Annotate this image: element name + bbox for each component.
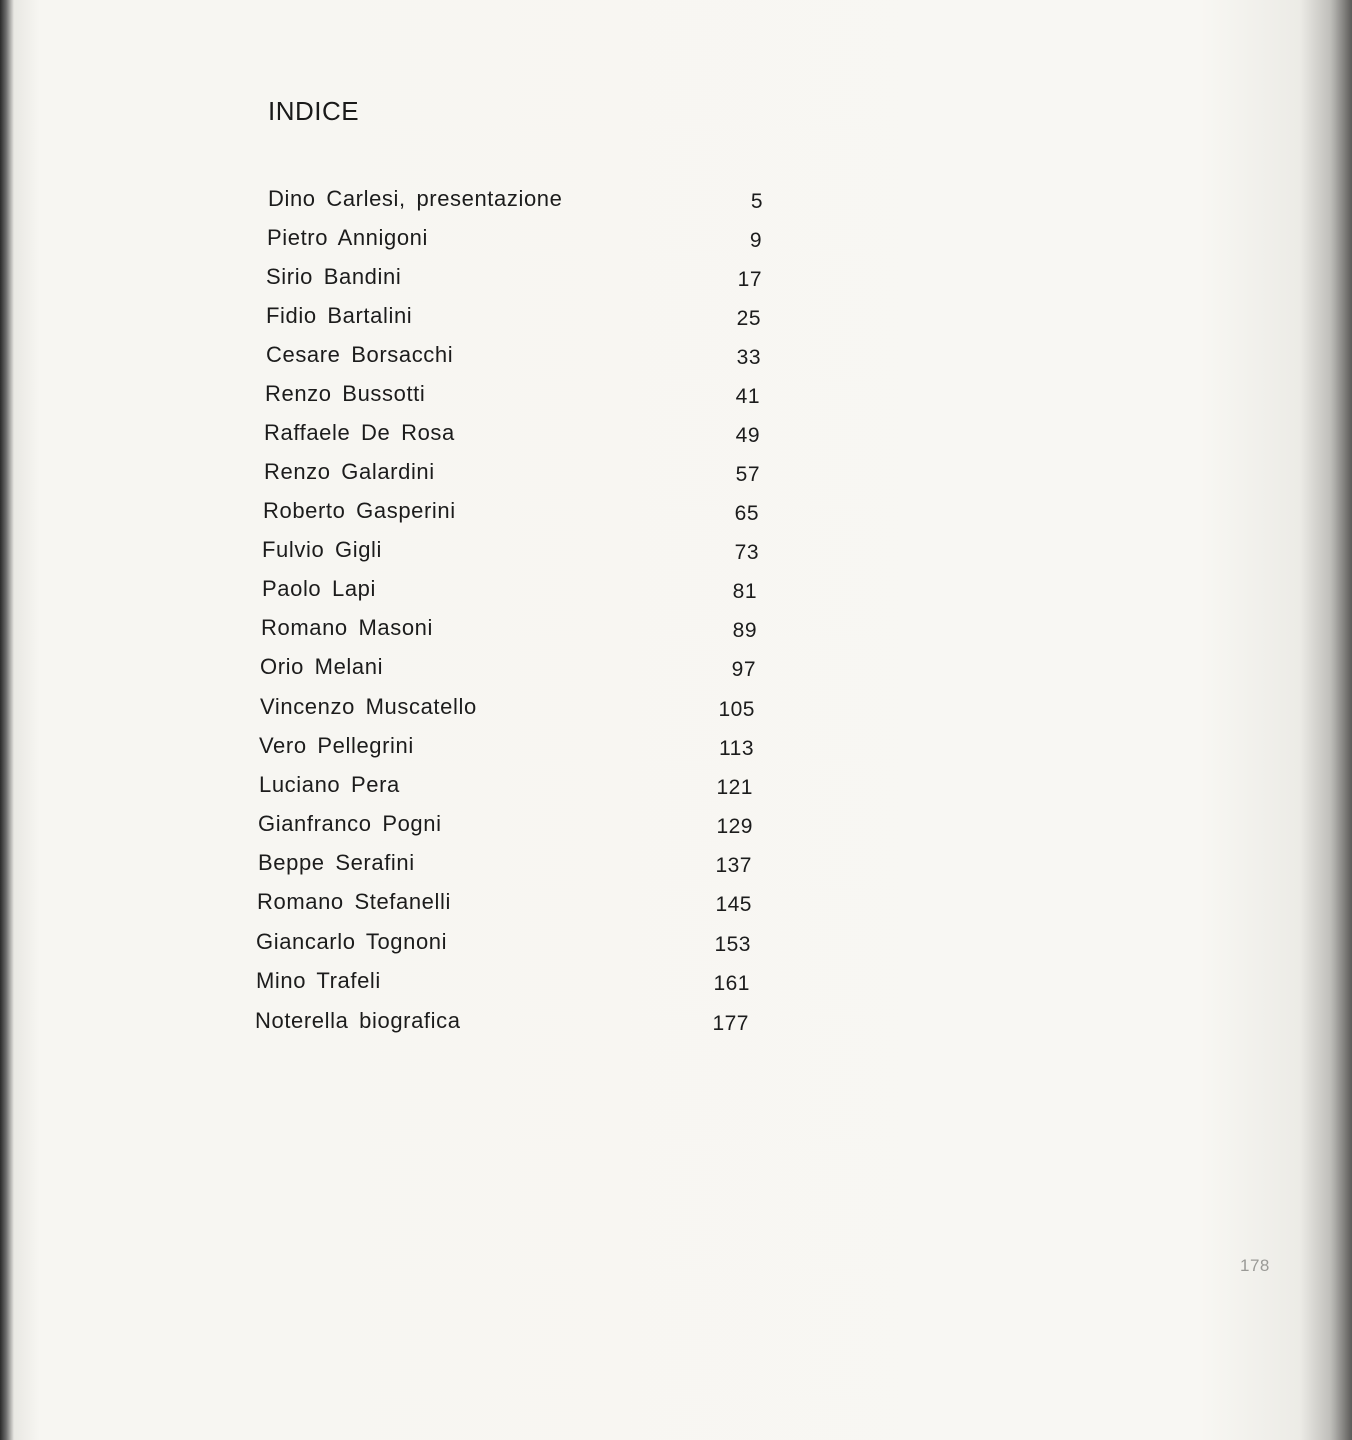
entry-page: 41	[735, 385, 760, 408]
toc-entry	[265, 381, 760, 411]
toc-entry	[258, 811, 753, 841]
entry-page: 65	[734, 502, 759, 525]
toc-entry	[263, 498, 759, 528]
entry-page: 137	[715, 854, 752, 877]
toc-entry	[255, 1008, 749, 1038]
toc-entry	[266, 264, 762, 294]
page-number: 178	[1240, 1256, 1270, 1275]
toc-entry	[262, 576, 757, 606]
entry-name: Vero Pellegrini	[259, 733, 414, 758]
entry-page: 177	[712, 1012, 749, 1035]
entry-name: Mino Trafeli	[256, 968, 381, 993]
entry-name: Romano Masoni	[261, 615, 433, 640]
entry-page: 81	[732, 580, 757, 603]
entry-page: 89	[732, 619, 757, 642]
toc-entry	[257, 889, 752, 919]
entry-name: Noterella biografica	[255, 1008, 461, 1033]
entry-page: 145	[715, 893, 752, 916]
entry-name: Giancarlo Tognoni	[256, 929, 448, 954]
entry-name: Renzo Bussotti	[265, 381, 426, 406]
entry-name: Cesare Borsacchi	[266, 342, 454, 367]
entry-page: 5	[750, 190, 763, 213]
entry-page: 49	[735, 424, 760, 447]
entry-page: 153	[714, 933, 751, 956]
entry-page: 25	[736, 307, 761, 330]
entry-page: 33	[736, 346, 761, 369]
entry-name: Raffaele De Rosa	[264, 420, 455, 445]
entry-page: 113	[719, 737, 754, 760]
toc-entry	[266, 342, 761, 372]
entry-name: Paolo Lapi	[262, 576, 376, 601]
entry-page: 161	[713, 972, 750, 995]
entry-page: 57	[735, 463, 760, 486]
toc-entry	[266, 303, 761, 333]
entry-page: 129	[716, 815, 753, 838]
entry-name: Dino Carlesi, presentazione	[268, 186, 563, 211]
entry-name: Romano Stefanelli	[257, 889, 451, 914]
entry-page: 9	[749, 229, 762, 252]
entry-name: Pietro Annigoni	[267, 225, 428, 250]
entry-name: Luciano Pera	[259, 772, 400, 797]
entry-name: Orio Melani	[260, 654, 384, 679]
entry-name: Roberto Gasperini	[263, 498, 456, 523]
toc-entry	[256, 929, 751, 959]
entry-page: 97	[731, 658, 756, 681]
toc-entry	[259, 733, 754, 763]
toc-entry	[259, 772, 753, 802]
toc-entry	[264, 420, 760, 450]
entry-page: 121	[716, 776, 753, 799]
toc-entry	[258, 850, 752, 880]
toc-entry	[260, 694, 755, 724]
entry-page: 105	[718, 698, 755, 721]
entry-name: Beppe Serafini	[258, 850, 415, 875]
index-heading: INDICE	[268, 96, 360, 126]
entry-name: Fidio Bartalini	[266, 303, 413, 328]
toc-entry	[261, 615, 757, 645]
toc-entry	[268, 186, 763, 216]
entry-name: Vincenzo Muscatello	[260, 694, 477, 719]
toc-entry	[262, 537, 759, 567]
entry-name: Fulvio Gigli	[262, 537, 383, 562]
toc-entry	[267, 225, 762, 255]
toc-entry	[264, 459, 760, 489]
entry-name: Gianfranco Pogni	[258, 811, 442, 836]
entry-page: 17	[737, 268, 762, 291]
entry-name: Sirio Bandini	[266, 264, 402, 289]
entry-name: Renzo Galardini	[264, 459, 435, 484]
entry-page: 73	[734, 541, 759, 564]
toc-entry	[256, 968, 750, 998]
toc-entry	[260, 654, 756, 684]
